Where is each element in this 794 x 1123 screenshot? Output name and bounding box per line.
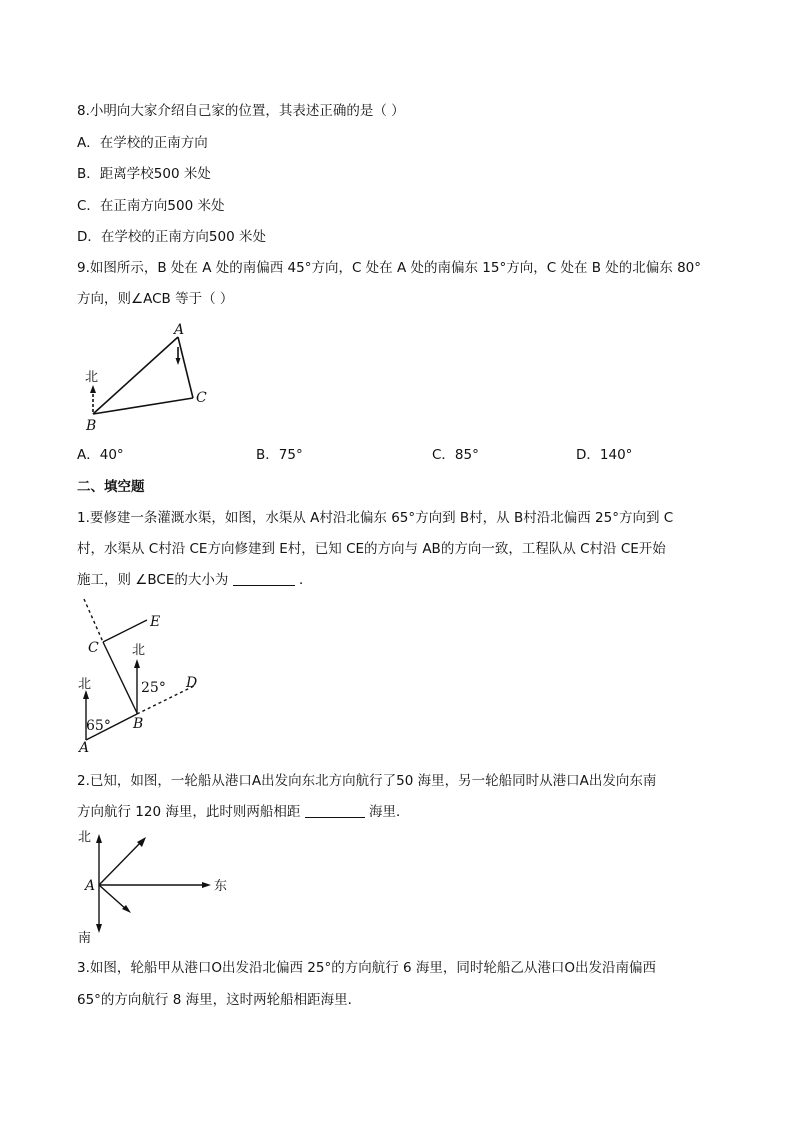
fill2-line2-text: 方向航行 120 海里，此时则两船相距 [77,804,301,820]
q8-option-d: D．在学校的正南方向500 米处 [77,229,266,245]
fill1-label-d: D [186,675,198,691]
q9-option-d: D．140° [576,447,633,463]
fill3-line1: 3.如图，轮船甲从港口O出发沿北偏西 25°的方向航行 6 海里，同时轮船乙从港口O出发沿南偏西 [77,960,657,976]
q9-stem-line2: 方向，则∠ACB 等于（ ） [77,291,234,307]
fill1-line2: 村，水渠从 C村沿 CE方向修建到 E村，已知 CE的方向与 AB的方向一致，工程队从 C村沿 CE开始 [77,541,666,557]
fill2-label-north: 北 [78,830,92,845]
q9-label-c: C [196,390,207,406]
q9-option-c: C．85° [432,447,479,463]
fill3-line2: 65°的方向航行 8 海里，这时两轮船相距海里． [77,992,362,1008]
fill2-line2-end: 海里． [368,804,410,820]
fill1-label-c: C [88,640,99,656]
fill2-label-east: 东 [214,879,228,894]
q9-stem-line1: 9.如图所示，B 处在 A 处的南偏西 45°方向，C 处在 A 处的南偏东 15°方向，C 处在 B 处的北偏东 80° [77,260,702,276]
section-title: 二、填空题 [77,479,145,495]
q9-label-b: B [86,418,97,434]
q8-option-b: B．距离学校500 米处 [77,166,211,182]
fill1-label-b: B [133,716,144,732]
fill1-line3-text: 施工，则 ∠BCE的大小为 [77,572,229,588]
fill1-label-a: A [79,740,90,756]
q9-label-north: 北 [85,370,99,385]
q8-stem: 8.小明向大家介绍自己家的位置，其表述正确的是（ ） [77,103,405,119]
q9-label-a: A [174,322,185,338]
fill1-label-25: 25° [141,680,166,696]
q9-option-a: A．40° [77,447,124,463]
fill2-line1: 2.已知，如图，一轮船从港口A出发向东北方向航行了50 海里，另一轮船同时从港口A出发向东南 [77,773,657,789]
fill2-label-a: A [85,878,96,894]
q9-option-b: B．75° [256,447,303,463]
fill2-label-south: 南 [78,931,92,946]
fill1-label-north-a: 北 [78,677,92,692]
q8-option-c: C．在正南方向500 米处 [77,198,225,214]
fill1-label-e: E [150,614,161,630]
q8-option-a: A．在学校的正南方向 [77,135,208,151]
fill1-line3-end: ． [298,572,313,588]
fill1-line1: 1.要修建一条灌溉水渠，如图，水渠从 A村沿北偏东 65°方向到 B村，从 B村沿北偏西 25°方向到 C [77,510,674,526]
fill1-label-north-b: 北 [132,643,146,658]
fill1-label-65: 65° [86,718,111,734]
